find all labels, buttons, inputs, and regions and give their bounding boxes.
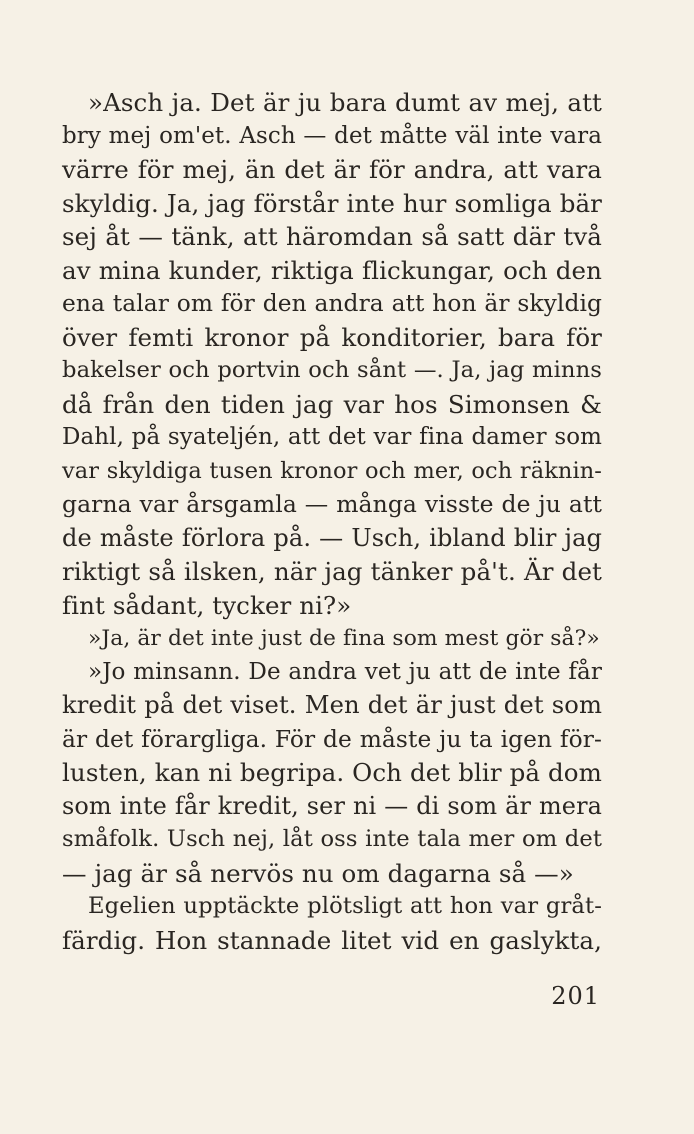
- text-line: skyldig. Ja, jag förstår inte hur somliga bär: [62, 188, 602, 218]
- text-line: ena talar om för den andra att hon är skyldig: [62, 290, 602, 317]
- text-line: »Jo minsann. De andra vet ju att de inte får: [88, 658, 602, 685]
- page-body-text: [62, 86, 602, 957]
- text-line: garna var årsgamla — många visste de ju att: [62, 490, 602, 518]
- text-line: bry mej om'et. Asch — det måtte väl inte vara: [62, 122, 602, 149]
- text-line: bakelser och portvin och sånt —. Ja, jag minns: [62, 357, 602, 383]
- text-line: småfolk. Usch nej, låt oss inte tala mer om det: [62, 826, 602, 852]
- text-line: som inte får kredit, ser ni — di som är mera: [62, 791, 602, 820]
- text-line: av mina kunder, riktiga flickungar, och den: [62, 255, 602, 285]
- text-line: — jag är så nervös nu om dagarna så —»: [62, 858, 574, 888]
- text-line: var skyldiga tusen kronor och mer, och räknin-: [62, 457, 602, 484]
- text-line: »Ja, är det inte just de fina som mest gör så?»: [88, 626, 600, 651]
- text-line: lusten, kan ni begripa. Och det blir på dom: [62, 758, 602, 787]
- text-line: fint sådant, tycker ni?»: [62, 590, 352, 620]
- page-number: 201: [551, 982, 600, 1010]
- text-line: värre för mej, än det är för andra, att vara: [62, 155, 602, 184]
- text-line: då från den tiden jag var hos Simonsen &: [62, 389, 602, 419]
- text-line: färdig. Hon stannade litet vid en gaslykta,: [62, 925, 602, 955]
- text-line: över femti kronor på konditorier, bara för: [62, 322, 602, 352]
- text-line: Egelien upptäckte plötsligt att hon var gråt-: [88, 893, 602, 919]
- text-line: riktigt så ilsken, när jag tänker på't. Är det: [62, 557, 602, 586]
- text-line: de måste förlora på. — Usch, ibland blir jag: [62, 523, 602, 552]
- text-line: kredit på det viset. Men det är just det som: [62, 691, 602, 719]
- text-line: är det förargliga. För de måste ju ta igen för-: [62, 725, 602, 753]
- text-line: »Asch ja. Det är ju bara dumt av mej, att: [88, 88, 602, 117]
- text-line: Dahl, på syateljén, att det var fina damer som: [62, 424, 602, 450]
- text-line: sej åt — tänk, att häromdan så satt där två: [62, 222, 602, 251]
